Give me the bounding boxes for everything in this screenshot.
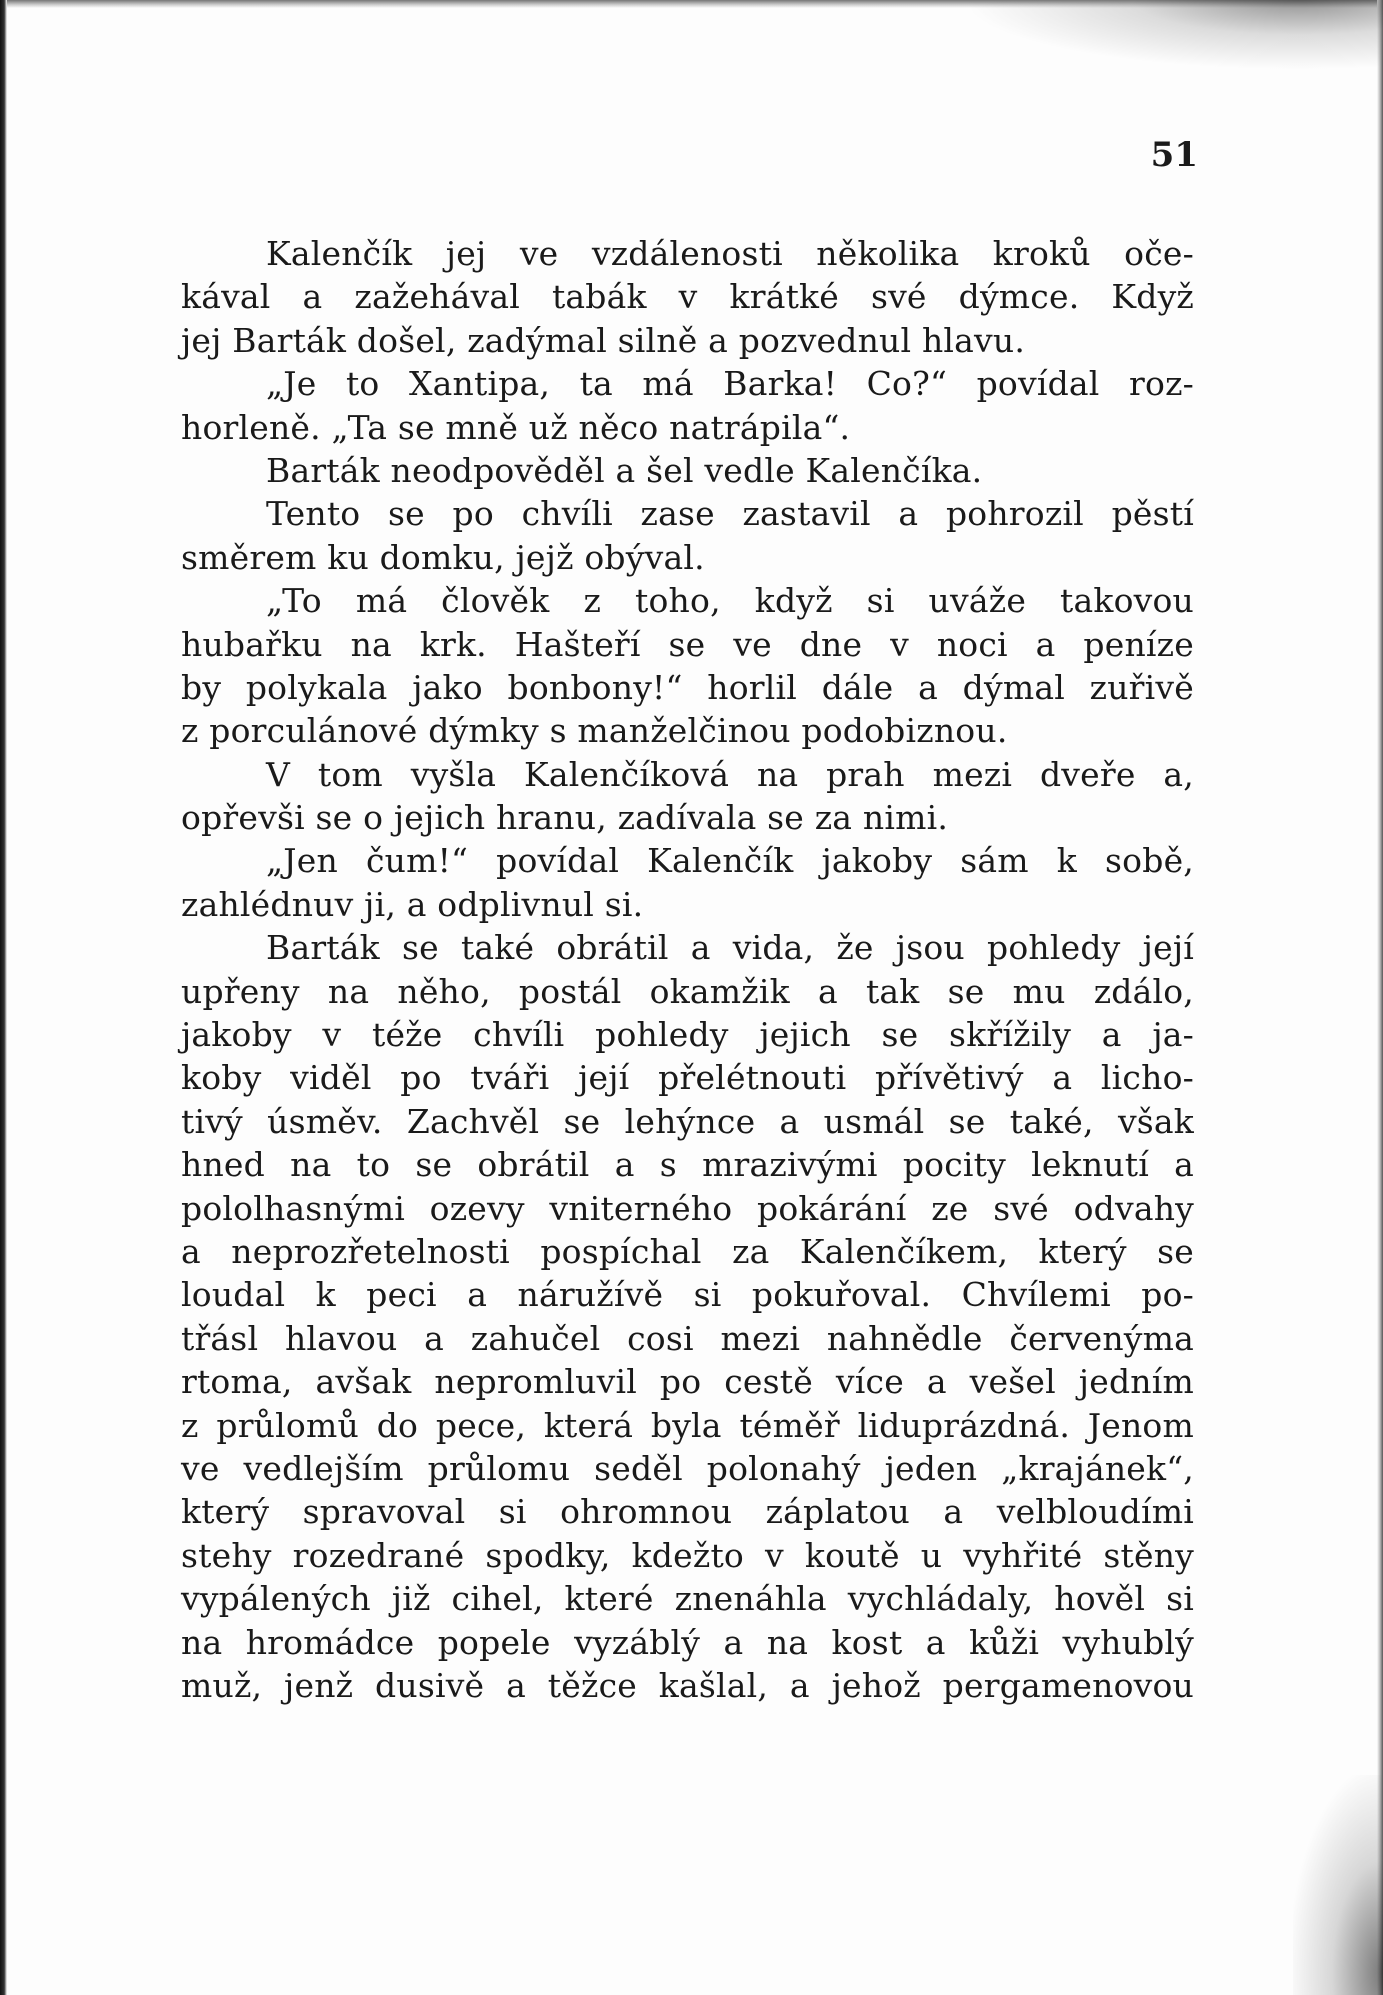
text-line: Kalenčík jej ve vzdálenosti několika kroků oče- xyxy=(266,234,1194,273)
page-right-edge xyxy=(1377,0,1383,1995)
text-line: z porculánové dýmky s manželčinou podobiznou. xyxy=(181,711,1008,751)
text-line: třásl hlavou a zahučel cosi mezi nahnědle červenýma xyxy=(181,1318,1194,1358)
text-line: pololhasnými ozevy vniterného pokárání ze své odvahy xyxy=(181,1188,1194,1228)
scan-smudge-bottom xyxy=(1293,1775,1383,1995)
text-line: na hromádce popele vyzáblý a na kost a kůži vyhublý xyxy=(181,1622,1194,1662)
text-line: Tento se po chvíli zase zastavil a pohrozil pěstí xyxy=(266,494,1194,534)
text-line: muž, jenž dusivě a těžce kašlal, a jehož pergamenovou xyxy=(181,1665,1194,1705)
text-line: který spravoval si ohromnou záplatou a velbloudími xyxy=(181,1492,1194,1532)
page-number: 51 xyxy=(1150,135,1198,175)
text-line: koby viděl po tváři její přelétnouti přívětivý a licho- xyxy=(181,1058,1194,1098)
text-line: zahlédnuv ji, a odplivnul si. xyxy=(181,884,644,924)
text-line: Barták neodpověděl a šel vedle Kalenčíka. xyxy=(266,450,983,490)
text-line: hubařku na krk. Hašteří se ve dne v noci a peníze xyxy=(181,624,1194,664)
text-line: jakoby v téže chvíli pohledy jejich se skřížily a ja- xyxy=(181,1015,1194,1055)
text-line: „To má člověk z toho, když si uváže takovou xyxy=(266,581,1194,621)
text-line: rtoma, avšak nepromluvil po cestě více a vešel jedním xyxy=(181,1362,1194,1402)
text-line: upřeny na něho, postál okamžik a tak se mu zdálo, xyxy=(181,971,1194,1011)
text-line: „Jen čum!“ povídal Kalenčík jakoby sám k sobě, xyxy=(266,841,1194,881)
text-line: kával a zažehával tabák v krátké své dýmce. Když xyxy=(181,277,1194,317)
text-line: stehy rozedrané spodky, kdežto v koutě u vyhřité stěny xyxy=(181,1535,1194,1575)
text-line: Barták se také obrátil a vida, že jsou pohledy její xyxy=(266,928,1194,968)
text-line: tivý úsměv. Zachvěl se lehýnce a usmál se také, však xyxy=(181,1101,1194,1141)
text-line: jej Barták došel, zadýmal silně a pozvednul hlavu. xyxy=(181,320,1026,360)
page-left-edge xyxy=(0,0,7,1995)
text-line: a neprozřetelnosti pospíchal za Kalenčíkem, který se xyxy=(181,1231,1194,1271)
text-line: by polykala jako bonbony!“ horlil dále a dýmal zuřivě xyxy=(181,667,1194,707)
text-line: vypálených již cihel, které znenáhla vychládaly, hověl si xyxy=(181,1579,1194,1619)
text-line: z průlomů do pece, která byla téměř liduprázdná. Jenom xyxy=(181,1405,1194,1445)
scan-smudge-top xyxy=(963,0,1383,70)
text-line: opřevši se o jejich hranu, zadívala se za nimi. xyxy=(181,798,949,838)
text-line: V tom vyšla Kalenčíková na prah mezi dveře a, xyxy=(266,754,1194,794)
text-line: směrem ku domku, jejž obýval. xyxy=(181,537,705,577)
text-line: ve vedlejším průlomu seděl polonahý jeden „krajánek“, xyxy=(181,1448,1194,1488)
text-line: „Je to Xantipa, ta má Barka! Co?“ povídal roz- xyxy=(266,364,1194,404)
text-line: hned na to se obrátil a s mrazivými pocity leknutí a xyxy=(181,1145,1194,1185)
text-line: horleně. „Ta se mně už něco natrápila“. xyxy=(181,407,851,447)
text-line: loudal k peci a náružívě si pokuřoval. Chvílemi po- xyxy=(181,1275,1194,1315)
body-text xyxy=(181,232,1194,1707)
